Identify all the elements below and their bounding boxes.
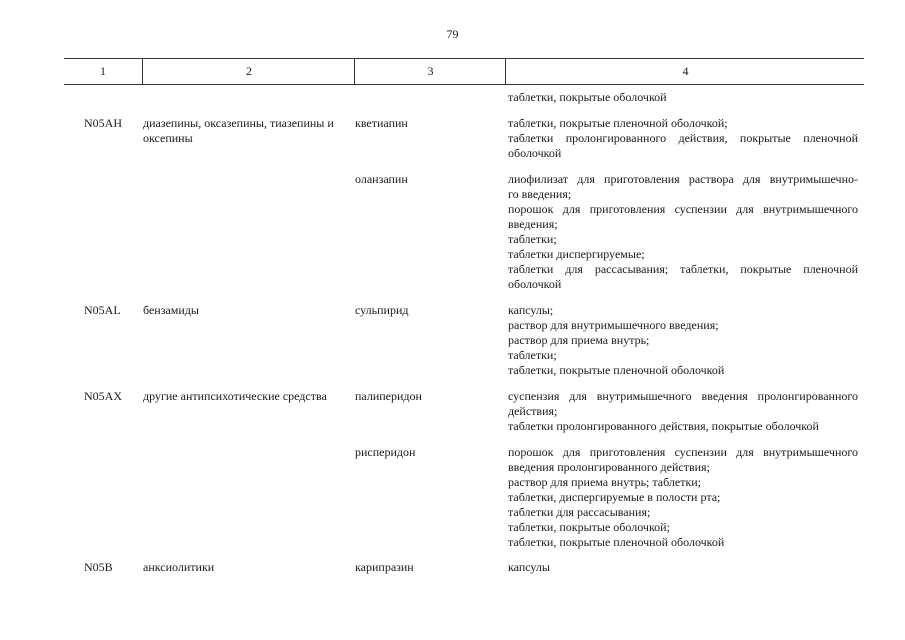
table-row-forms: таблетки, покрытые оболочкой	[508, 90, 667, 104]
dosage-forms: лиофилизат для приготовления раствора для внутримышечно- го введения; порошок для приготовления суспензии для внутримышечного введения; таблетки; таблетки диспергируемые; таблетки для рассасывания; таблетки, покрытые пленочной оболочкой	[508, 172, 858, 291]
drug-name: сульпирид	[355, 303, 409, 317]
header-col-3: 3	[354, 59, 506, 84]
atc-code: N05AL	[84, 303, 121, 317]
drug-name: палиперидон	[355, 389, 422, 403]
header-col-1: 1	[100, 64, 106, 78]
dosage-forms: капсулы; раствор для внутримышечного введения; раствор для приема внутрь; таблетки; таблетки, покрытые пленочной оболочкой	[508, 303, 725, 377]
atc-code: N05AH	[84, 116, 122, 130]
dosage-forms: капсулы	[508, 560, 550, 574]
header-col-2: 2	[142, 59, 355, 84]
dosage-forms: суспензия для внутримышечного введения пролонгированного действия; таблетки пролонгированного действия, покрытые оболочкой	[508, 389, 858, 433]
pharmacologic-group: бензамиды	[143, 303, 199, 317]
atc-code: N05AX	[84, 389, 122, 403]
pharmacologic-group: диазепины, оксазепины, тиазепины и оксепины	[143, 116, 334, 145]
atc-code: N05B	[84, 560, 113, 574]
pharmacologic-group: анксиолитики	[143, 560, 215, 574]
drug-name: рисперидон	[355, 445, 416, 459]
header-col-4: 4	[505, 59, 865, 84]
pharmacologic-group: другие антипсихотические средства	[143, 389, 327, 403]
drug-name: карипразин	[355, 560, 414, 574]
dosage-forms: порошок для приготовления суспензии для внутримышечного введения пролонгированного действия; раствор для приема внутрь; таблетки; таблетки, диспергируемые в полости рта; таблетки для рассасывания; таблетки, покрытые оболочкой; таблетки, покрытые пленочной оболочкой	[508, 445, 858, 549]
dosage-forms: таблетки, покрытые пленочной оболочкой; таблетки пролонгированного действия, покрытые пленочной оболочкой	[508, 116, 858, 160]
drug-name: оланзапин	[355, 172, 408, 186]
page-number: 79	[446, 27, 459, 41]
table-header-row	[64, 59, 864, 85]
drug-name: кветиапин	[355, 116, 408, 130]
